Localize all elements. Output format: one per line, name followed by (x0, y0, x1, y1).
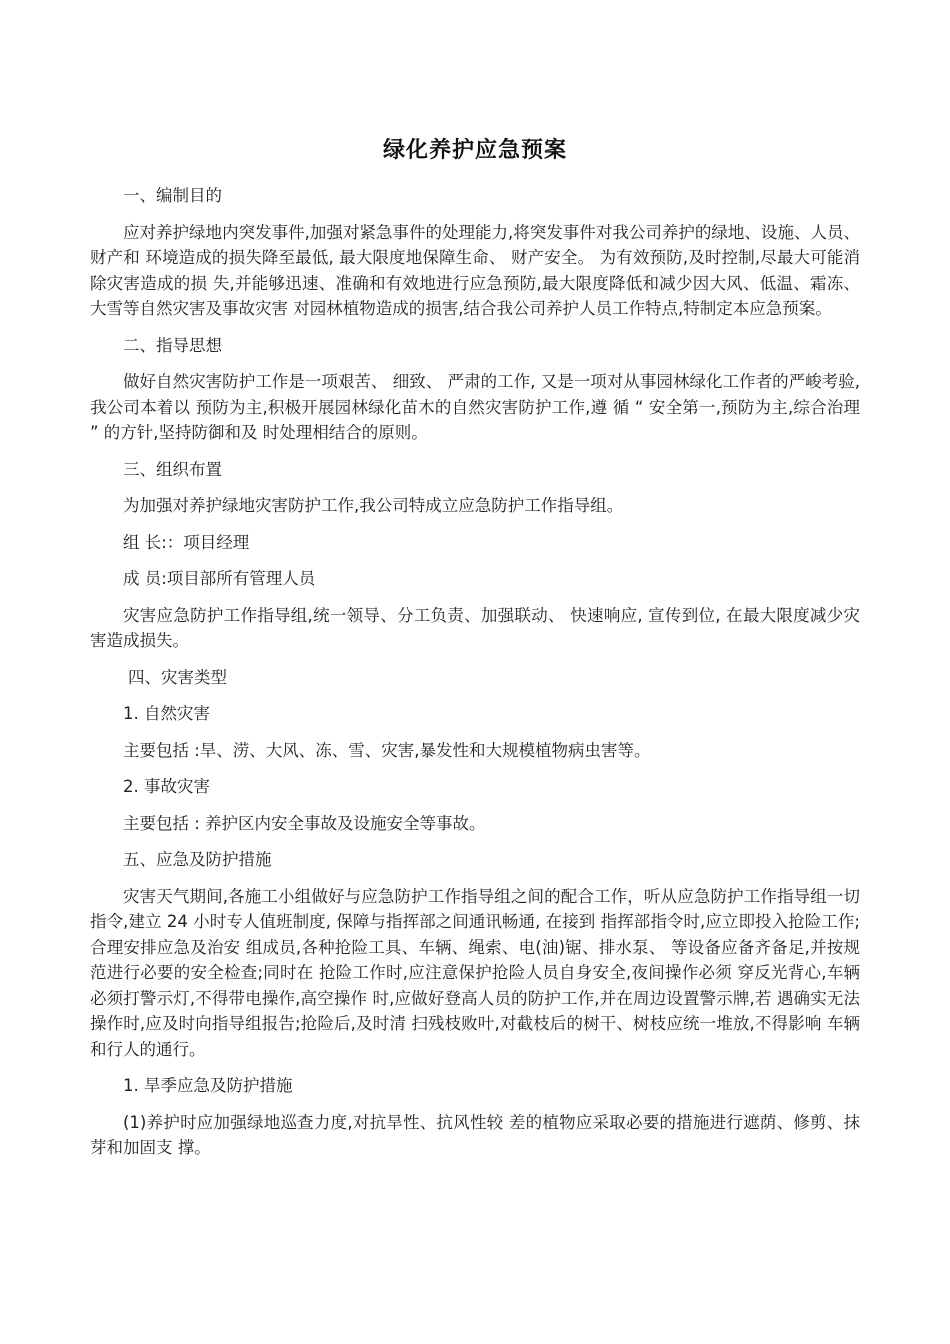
section-heading-emergency-measures: 五、应急及防护措施 (123, 850, 272, 869)
subheading-natural-disaster: 1. 自然灾害 (123, 704, 210, 723)
section-heading-guiding-idea: 二、指导思想 (123, 335, 222, 355)
paragraph-organization: 为加强对养护绿地灾害防护工作,我公司特成立应急防护工作指导组。 (123, 496, 624, 515)
section-heading-organization: 三、组织布置 (123, 459, 222, 479)
paragraph-natural-disaster: 主要包括 :旱、涝、大风、冻、雪、灾害,暴发性和大规模植物病虫害等。 (123, 740, 651, 760)
paragraph-drought-measures: (1)养护时应加强绿地巡查力度,对抗旱性、抗风性较 差的植物应采取必要的措施进行遮荫、修剪、抹芽和加固支 撑。 (90, 1112, 860, 1157)
paragraph-emergency-measures: 灾害天气期间,各施工小组做好与应急防护工作指导组之间的配合工作，听从应急防护工作指导组一切指令,建立 24 小时专人值班制度, 保障与指挥部之间通讯畅通, 在接到 指挥部指令时,应立即投入抢险工作;合理安排应急及治安 组成员,各种抢险工具、车辆、绳索、电(油)锯、排水泵、 等设备应备齐备足,并按规范进行必要的安全检查;同时在 抢险工作时,应注意保护抢险人员自身安全,夜间操作必须 穿反光背心,车辆必须打警示灯,不得带电操作,高空操作 时,应做好登高人员的防护工作,并在周边设置警示牌,若 遇确实无法操作时,应及时向指导组报告;抢险后,及时清 扫残枝败叶,对截枝后的树干、树枝应统一堆放,不得影响 车辆和行人的通行。 (90, 886, 860, 1059)
paragraph-team-members: 成 员:项目部所有管理人员 (123, 569, 316, 588)
section-heading-disaster-types: 四、灾害类型 (127, 667, 227, 687)
document-title: 绿化养护应急预案 (382, 138, 567, 163)
paragraph-team-duties: 灾害应急防护工作指导组,统一领导、分工负责、加强联动、 快速响应, 宣传到位, 在最大限度减少灾害造成损失。 (90, 605, 860, 650)
paragraph-accident-disaster: 主要包括 : 养护区内安全事故及设施安全等事故。 (123, 813, 486, 833)
paragraph-team-leader: 组 长:：项目经理 (123, 532, 250, 552)
paragraph-purpose: 应对养护绿地内突发事件,加强对紧急事件的处理能力,将突发事件对我公司养护的绿地、设施、人员、财产和 环境造成的损失降至最低, 最大限度地保障生命、 财产安全。 为有效预防,及时控制,尽最大可能消除灾害造成的损 失,并能够迅速、准确和有效地进行应急预防,最大限度降低和减少因大风、低温、霜冻、大雪等自然灾害及事故灾害 对园林植物造成的损害,结合我公司养护人员工作特点,特制定本应急预案。 (90, 222, 860, 318)
subheading-drought-measures: 1. 旱季应急及防护措施 (123, 1076, 293, 1095)
paragraph-guiding-idea: 做好自然灾害防护工作是一项艰苦、 细致、 严肃的工作, 又是一项对从事园林绿化工作者的严峻考验,我公司本着以 预防为主,积极开展园林绿化苗木的自然灾害防护工作,遵 循 “ 安全第一,预防为主,综合治理 ” 的方针,坚持防御和及 时处理相结合的原则。 (90, 372, 860, 442)
section-heading-purpose: 一、编制目的 (123, 186, 222, 205)
subheading-accident-disaster: 2. 事故灾害 (123, 777, 210, 796)
